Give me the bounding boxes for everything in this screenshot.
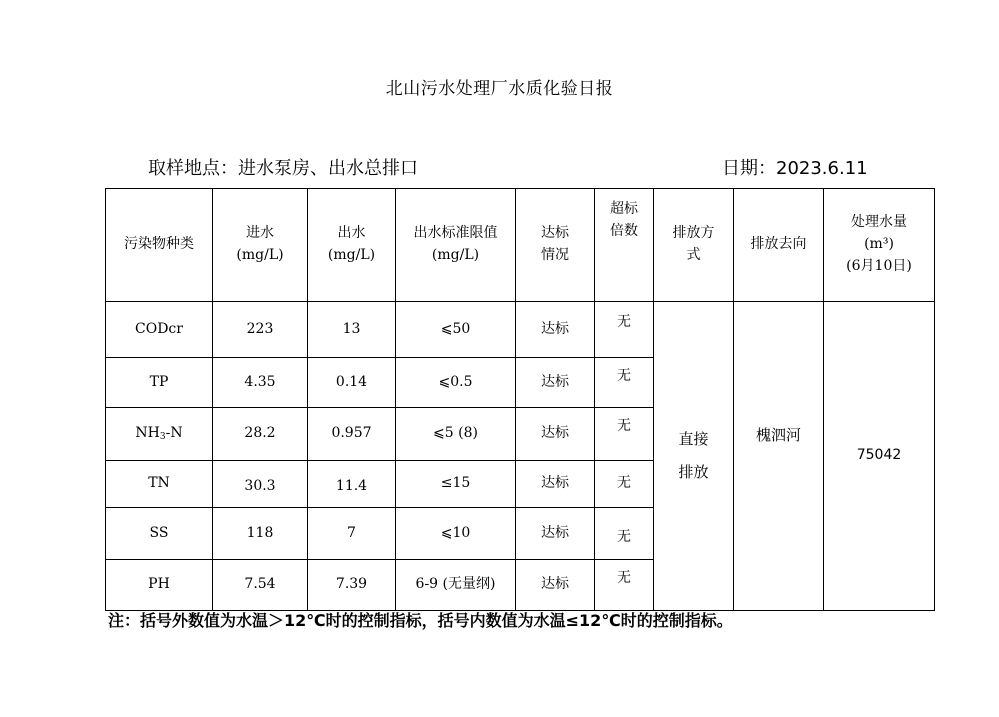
- header-effluent: 出水 (mg/L): [308, 189, 396, 302]
- status-cell: 达标: [516, 508, 595, 560]
- pollutant-cell: CODcr: [106, 302, 213, 358]
- table-header-row: [106, 189, 935, 302]
- pollutant-cell: $NH_3-N$: [106, 408, 213, 461]
- header-pollutant: 污染物种类: [106, 189, 213, 302]
- effluent-cell: 7.39: [308, 560, 396, 611]
- influent-cell: 4.35: [213, 358, 308, 408]
- pollutant-cell: PH: [106, 560, 213, 611]
- effluent-cell: 11.4: [308, 461, 396, 508]
- limit-cell: ⩽5 (8): [396, 408, 516, 461]
- header-limit: 出水标准限值 (mg/L): [396, 189, 516, 302]
- header-exceed: 超标 倍数: [595, 189, 654, 302]
- limit-cell: ≤15: [396, 461, 516, 508]
- influent-cell: 7.54: [213, 560, 308, 611]
- volume-cell: 75042: [824, 302, 935, 611]
- effluent-cell: 13: [308, 302, 396, 358]
- header-compliance: 达标 情况: [516, 189, 595, 302]
- header-influent: 进水 (mg/L): [213, 189, 308, 302]
- limit-cell: 6-9 (无量纲): [396, 560, 516, 611]
- header-volume: 处理水量 (m³) (6月10日): [824, 189, 935, 302]
- pollutant-cell: TN: [106, 461, 213, 508]
- limit-cell: ⩽10: [396, 508, 516, 560]
- water-quality-table: [105, 188, 935, 611]
- discharge-dest-cell: 槐泗河: [734, 302, 824, 611]
- exceed-cell: 无: [595, 302, 654, 358]
- status-cell: 达标: [516, 461, 595, 508]
- pollutant-cell: SS: [106, 508, 213, 560]
- status-cell: 达标: [516, 560, 595, 611]
- exceed-cell: 无: [595, 461, 654, 508]
- table-row: [106, 302, 935, 358]
- exceed-cell: 无: [595, 508, 654, 560]
- status-cell: 达标: [516, 358, 595, 408]
- report-date: 日期：2023.6.11: [722, 158, 868, 179]
- effluent-cell: 7: [308, 508, 396, 560]
- limit-cell: ⩽50: [396, 302, 516, 358]
- exceed-cell: 无: [595, 358, 654, 408]
- discharge-mode-cell: 直接 排放: [654, 302, 734, 611]
- exceed-cell: 无: [595, 408, 654, 461]
- pollutant-cell: TP: [106, 358, 213, 408]
- status-cell: 达标: [516, 302, 595, 358]
- limit-cell: ⩽0.5: [396, 358, 516, 408]
- status-cell: 达标: [516, 408, 595, 461]
- header-discharge-dest: 排放去向: [734, 189, 824, 302]
- header-discharge-mode: 排放方 式: [654, 189, 734, 302]
- exceed-cell: 无: [595, 560, 654, 611]
- report-title: 北山污水处理厂水质化验日报: [385, 79, 614, 99]
- sampling-location: 取样地点：进水泵房、出水总排口: [148, 158, 418, 179]
- influent-cell: 30.3: [213, 461, 308, 508]
- influent-cell: 223: [213, 302, 308, 358]
- influent-cell: 118: [213, 508, 308, 560]
- effluent-cell: 0.14: [308, 358, 396, 408]
- effluent-cell: 0.957: [308, 408, 396, 461]
- footnote: 注：括号外数值为水温＞12℃时的控制指标，括号内数值为水温≤12℃时的控制指标。: [108, 611, 733, 630]
- influent-cell: 28.2: [213, 408, 308, 461]
